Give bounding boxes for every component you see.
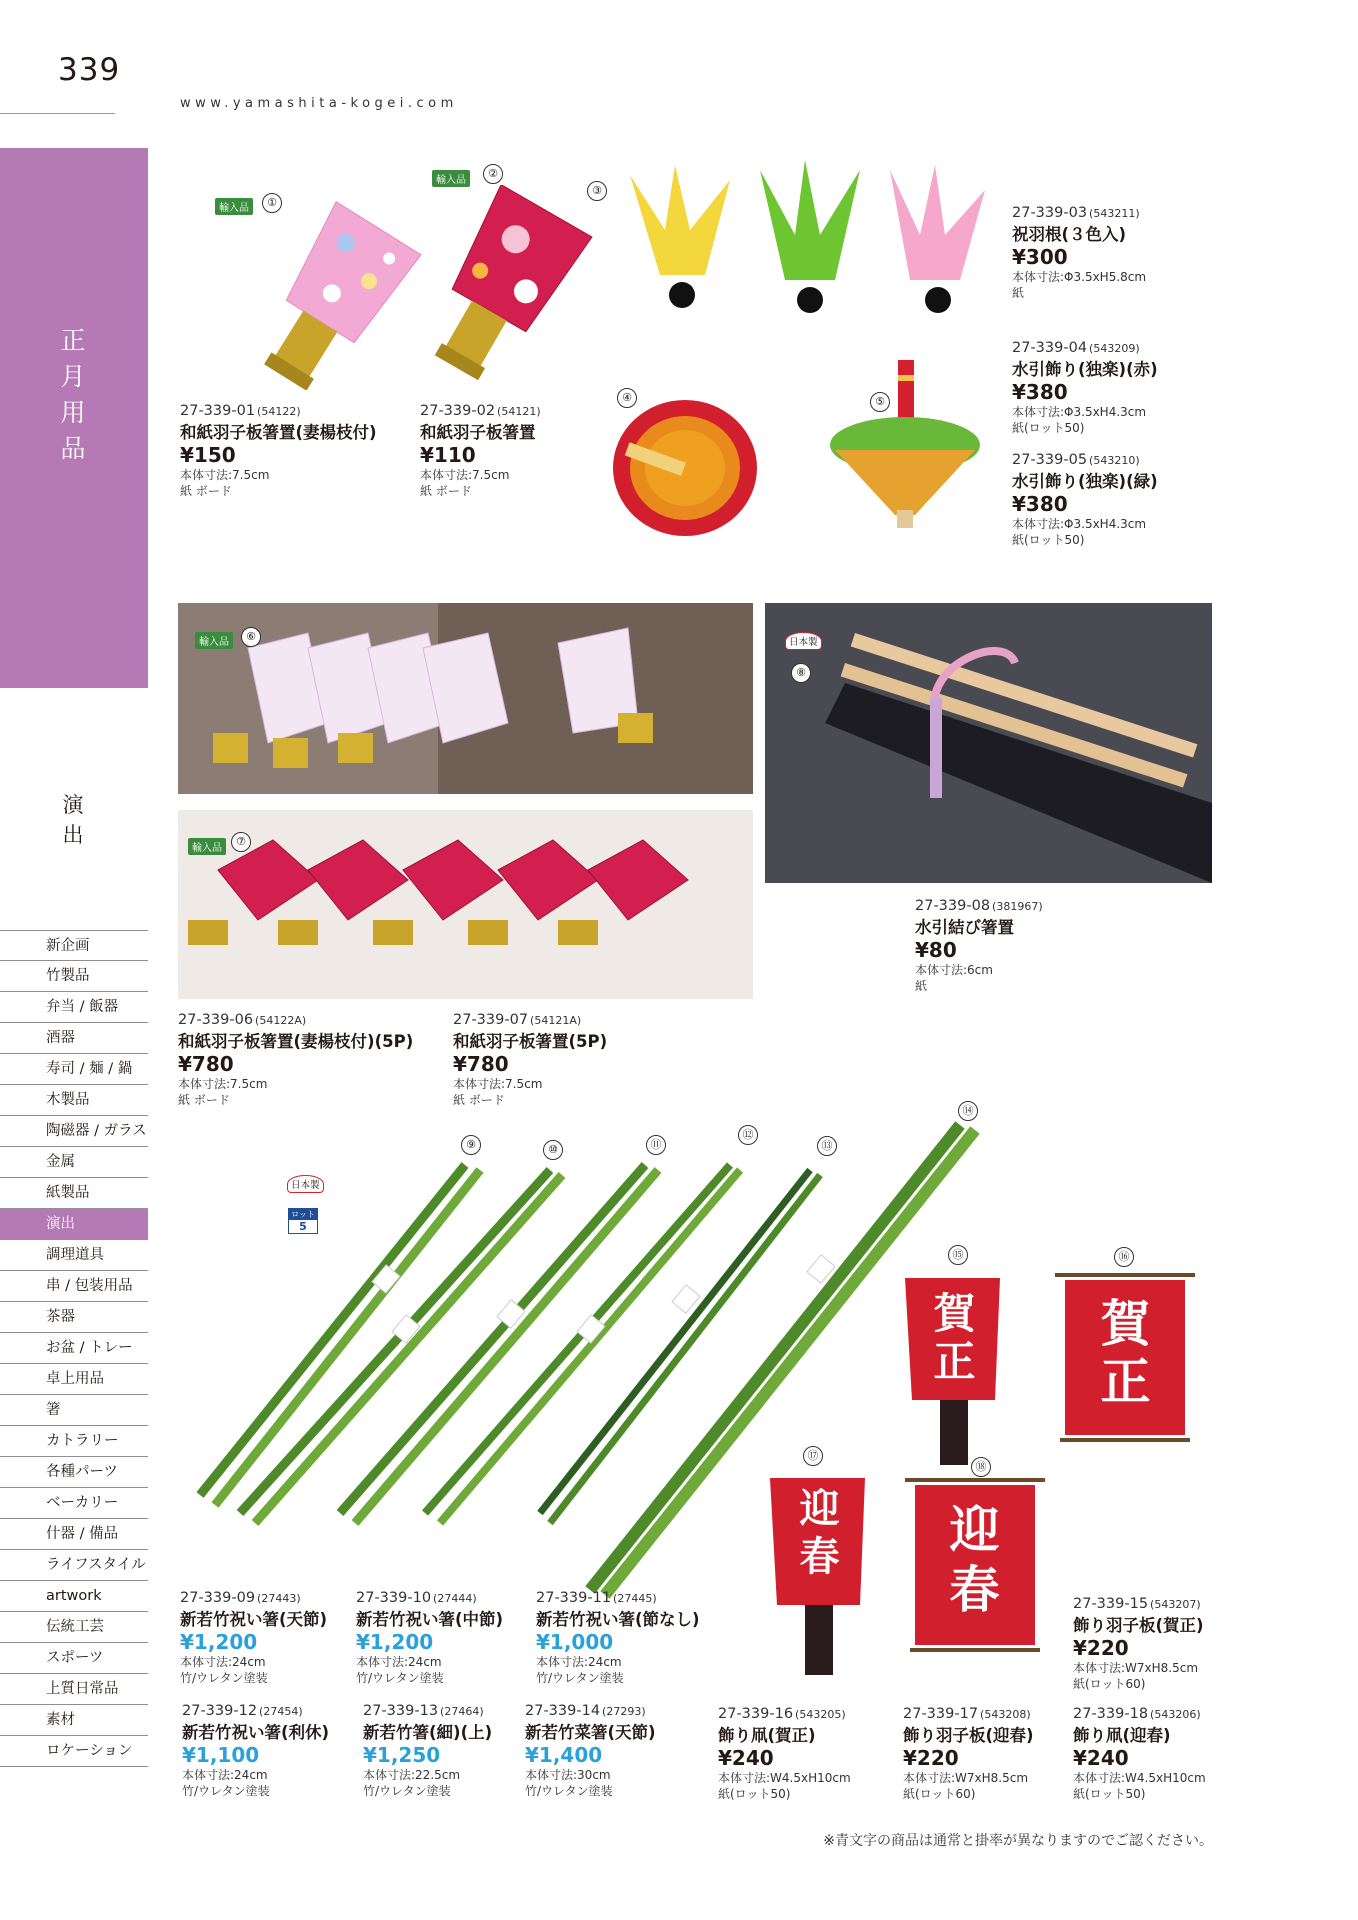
nav-item[interactable]: 串 / 包装用品 xyxy=(0,1271,148,1302)
nav-item[interactable]: 什器 / 備品 xyxy=(0,1519,148,1550)
nav-item[interactable]: 調理道具 xyxy=(0,1240,148,1271)
hagoita-set-image xyxy=(178,603,753,794)
item-number: ⑩ xyxy=(543,1140,563,1160)
nav-item[interactable]: artwork xyxy=(0,1581,148,1612)
item-number: ⑧ xyxy=(791,663,811,683)
mizuhiki-rest-image xyxy=(765,603,1212,883)
import-badge: 輸入品 xyxy=(188,838,226,855)
photo-8 xyxy=(765,603,1212,883)
photo-6 xyxy=(178,603,753,794)
nav-item[interactable]: 弁当 / 飯器 xyxy=(0,992,148,1023)
product-3[interactable]: 27-339-03 (543211) 祝羽根(３色入) ¥300 本体寸法:Φ3.5xH5.8cm 紙 xyxy=(1012,205,1147,300)
green-koma-image xyxy=(825,355,985,535)
nav-item[interactable]: 寿司 / 麺 / 鍋 xyxy=(0,1054,148,1085)
product-12[interactable]: 27-339-12 (27454) 新若竹祝い箸(利休) ¥1,100 本体寸法:24cm 竹/ウレタン塗装 xyxy=(182,1703,330,1798)
nav-item[interactable]: 新企画 xyxy=(0,930,148,961)
section-label: 演 出 xyxy=(62,793,84,847)
nav-item[interactable]: 箸 xyxy=(0,1395,148,1426)
red-koma-image xyxy=(605,390,765,540)
product-2[interactable]: 27-339-02 (54121) 和紙羽子板箸置 ¥110 本体寸法:7.5cm 紙 ボード xyxy=(420,403,541,498)
nav-item[interactable]: 茶器 xyxy=(0,1302,148,1333)
nav-item[interactable]: ライフスタイル xyxy=(0,1550,148,1581)
kanji-label: 賀 正 xyxy=(1100,1295,1151,1411)
category-tab-label: 正 月 用 品 xyxy=(60,326,86,463)
made-in-japan-badge: 日本製 xyxy=(287,1175,324,1193)
category-tab[interactable] xyxy=(0,148,148,688)
import-badge: 輸入品 xyxy=(215,198,253,215)
nav-item[interactable]: 陶磁器 / ガラス xyxy=(0,1116,148,1147)
kanji-label: 迎 春 xyxy=(949,1501,1000,1619)
product-1[interactable]: 27-339-01 (54122) 和紙羽子板箸置(妻楊枝付) ¥150 本体寸法:7.5cm 紙 ボード xyxy=(180,403,377,498)
import-badge: 輸入品 xyxy=(432,170,470,187)
item-number: ⑫ xyxy=(738,1125,758,1145)
item-number: ⑬ xyxy=(817,1136,837,1156)
nav-item[interactable]: 各種パーツ xyxy=(0,1457,148,1488)
nav-item[interactable]: 上質日常品 xyxy=(0,1674,148,1705)
hagoita-red-image xyxy=(380,185,610,395)
product-7[interactable]: 27-339-07 (54121A) 和紙羽子板箸置(5P) ¥780 本体寸法:7.5cm 紙 ボード xyxy=(453,1012,608,1107)
item-number: ③ xyxy=(587,181,607,201)
item-number: ⑨ xyxy=(461,1135,481,1155)
product-11[interactable]: 27-339-11 (27445) 新若竹祝い箸(節なし) ¥1,000 本体寸法:24cm 竹/ウレタン塗装 xyxy=(536,1590,700,1685)
nav-item[interactable]: ベーカリー xyxy=(0,1488,148,1519)
item-number: ⑭ xyxy=(958,1101,978,1121)
nav-item[interactable]: 金属 xyxy=(0,1147,148,1178)
nav-item[interactable]: 伝統工芸 xyxy=(0,1612,148,1643)
product-5[interactable]: 27-339-05 (543210) 水引飾り(独楽)(緑) ¥380 本体寸法:Φ3.5xH4.3cm 紙(ロット50) xyxy=(1012,452,1158,547)
nav-item[interactable]: お盆 / トレー xyxy=(0,1333,148,1364)
chopsticks-image xyxy=(170,1105,1000,1610)
product-10[interactable]: 27-339-10 (27444) 新若竹祝い箸(中節) ¥1,200 本体寸法:24cm 竹/ウレタン塗装 xyxy=(356,1590,504,1685)
item-number: ⑤ xyxy=(870,392,890,412)
nav-item[interactable]: 紙製品 xyxy=(0,1178,148,1209)
nav-item-active[interactable]: 演出 xyxy=(0,1209,148,1240)
nav-item[interactable]: スポーツ xyxy=(0,1643,148,1674)
item-number: ⑯ xyxy=(1114,1247,1134,1267)
item-number: ② xyxy=(483,164,503,184)
product-18[interactable]: 27-339-18 (543206) 飾り凧(迎春) ¥240 本体寸法:W4.5xH10cm 紙(ロット50) xyxy=(1073,1706,1206,1801)
product-15[interactable]: 27-339-15 (543207) 飾り羽子板(賀正) ¥220 本体寸法:W7xH8.5cm 紙(ロット60) xyxy=(1073,1596,1204,1691)
product-13[interactable]: 27-339-13 (27464) 新若竹箸(細)(上) ¥1,250 本体寸法:22.5cm 竹/ウレタン塗装 xyxy=(363,1703,493,1798)
item-number: ⑮ xyxy=(948,1245,968,1265)
photo-7 xyxy=(178,810,753,999)
item-number: ① xyxy=(262,193,282,213)
site-url[interactable]: www.yamashita-kogei.com xyxy=(180,96,458,111)
nav-item[interactable]: 酒器 xyxy=(0,1023,148,1054)
product-4[interactable]: 27-339-04 (543209) 水引飾り(独楽)(赤) ¥380 本体寸法:Φ3.5xH4.3cm 紙(ロット50) xyxy=(1012,340,1158,435)
product-6[interactable]: 27-339-06 (54122A) 和紙羽子板箸置(妻楊枝付)(5P) ¥780 本体寸法:7.5cm 紙 ボード xyxy=(178,1012,414,1107)
nav-item[interactable]: カトラリー xyxy=(0,1426,148,1457)
product-9[interactable]: 27-339-09 (27443) 新若竹祝い箸(天節) ¥1,200 本体寸法:24cm 竹/ウレタン塗装 xyxy=(180,1590,328,1685)
item-number: ⑥ xyxy=(241,627,261,647)
divider xyxy=(0,113,115,114)
kanji-label: 迎 春 xyxy=(799,1486,840,1580)
product-8[interactable]: 27-339-08 (381967) 水引結び箸置 ¥80 本体寸法:6cm 紙 xyxy=(915,898,1043,993)
product-14[interactable]: 27-339-14 (27293) 新若竹菜箸(天節) ¥1,400 本体寸法:30cm 竹/ウレタン塗装 xyxy=(525,1703,656,1798)
lot-badge: ロット 5 xyxy=(288,1208,318,1234)
item-number: ⑰ xyxy=(803,1446,823,1466)
product-17[interactable]: 27-339-17 (543208) 飾り羽子板(迎春) ¥220 本体寸法:W7xH8.5cm 紙(ロット60) xyxy=(903,1706,1034,1801)
product-16[interactable]: 27-339-16 (543205) 飾り凧(賀正) ¥240 本体寸法:W4.5xH10cm 紙(ロット50) xyxy=(718,1706,851,1801)
item-number: ⑪ xyxy=(646,1135,666,1155)
page-number: 339 xyxy=(58,52,121,88)
side-nav xyxy=(0,930,148,1767)
import-badge: 輸入品 xyxy=(195,632,233,649)
footer-note: ※青文字の商品は通常と掛率が異なりますのでご認ください。 xyxy=(823,1833,1213,1849)
kanji-label: 賀 正 xyxy=(933,1289,976,1386)
made-in-japan-badge: 日本製 xyxy=(785,632,822,650)
item-number: ⑱ xyxy=(971,1457,991,1477)
nav-item[interactable]: 竹製品 xyxy=(0,961,148,992)
nav-item[interactable]: ロケーション xyxy=(0,1736,148,1767)
item-number: ④ xyxy=(617,388,637,408)
nav-item[interactable]: 素材 xyxy=(0,1705,148,1736)
hagoita-red-set-image xyxy=(178,810,753,999)
item-number: ⑦ xyxy=(231,832,251,852)
feathers-image xyxy=(620,155,990,345)
nav-item[interactable]: 木製品 xyxy=(0,1085,148,1116)
nav-item[interactable]: 卓上用品 xyxy=(0,1364,148,1395)
